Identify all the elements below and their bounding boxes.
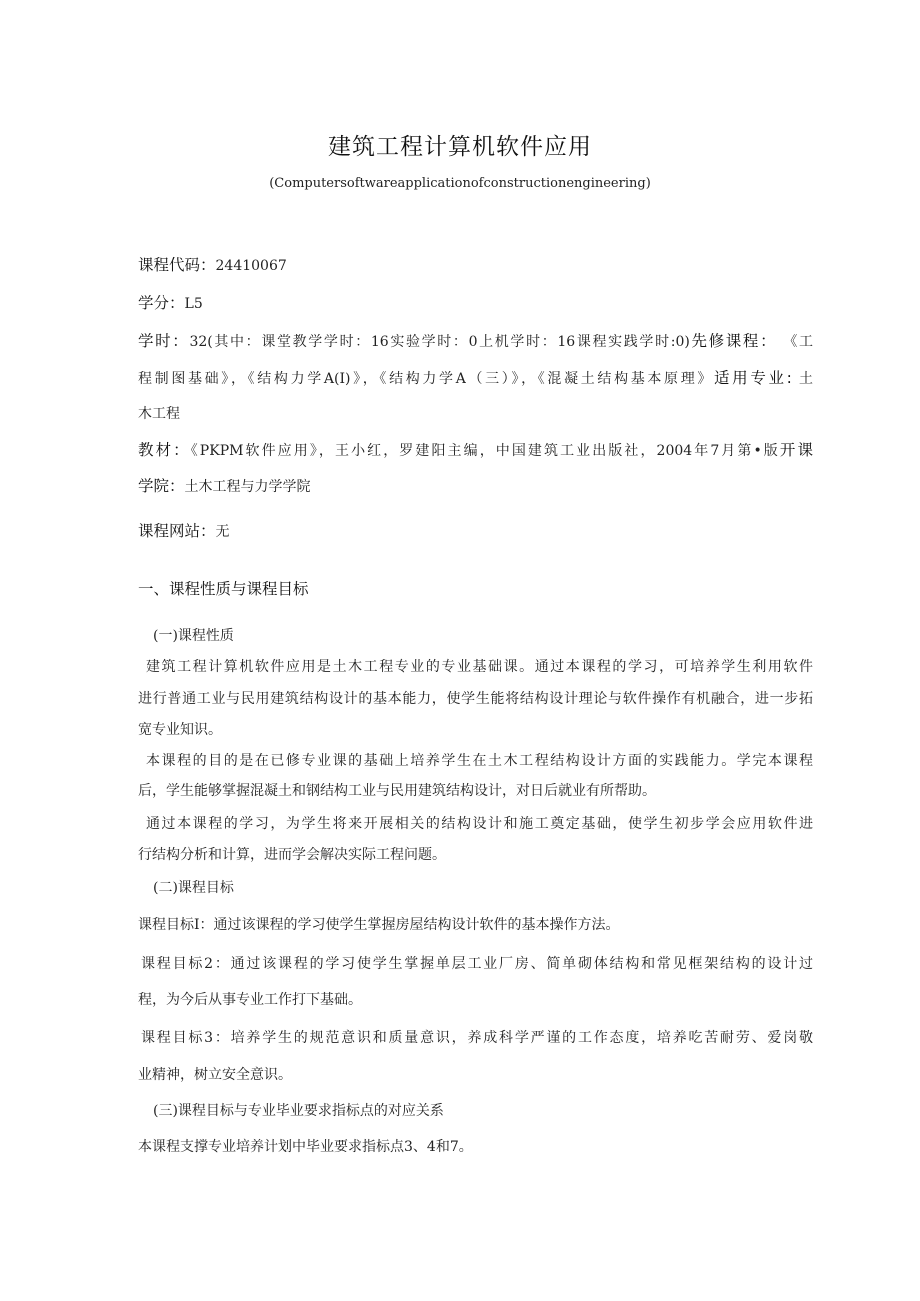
paragraph-line: 建筑工程计算机软件应用是土木工程专业的专业基础课。通过本课程的学习，可培养学生利用软件 [146,659,813,675]
hours-label: 学时： [138,332,190,350]
credit-label: 学分： [138,294,185,312]
college-value: 土木工程与力学学院 [184,479,311,495]
course-code-value: 24410067 [215,258,287,274]
college-label-b: 学院： [138,477,185,495]
paragraph-line: 行结构分析和计算，进而学会解决实际工程问题。 [138,847,446,863]
major-line [138,404,813,424]
major-label: 适用专业: [714,369,792,387]
hours-value: 32(其中：课堂教学学时：16实验学时：0上机学时：16课程实践学时:0) [189,334,690,350]
hours-line [138,331,813,352]
goal-line: 课程目标3：培养学生的规范意识和质量意识，养成科学严谨的工作态度，培养吃苦耐劳、爱岗敬 [141,1030,813,1046]
paragraph-line: 后，学生能够掌握混凝土和钢结构工业与民用建筑结构设计，对日后就业有所帮助。 [138,783,656,799]
paragraph-line: 进行普通工业与民用建筑结构设计的基本能力，使学生能将结构设计理论与软件操作有机融合，进一步拓 [138,691,813,707]
paragraph-line: 通过本课程的学习，为学生将来开展相关的结构设计和施工奠定基础，使学生初步学会应用软件进 [146,816,813,832]
course-code-line [138,255,813,276]
prereq-value: 程制图基础》，《结构力学A(I)》，《结构力学A（三）》，《混凝土结构基本原理》 [138,371,715,387]
textbook-value: 《PKPM软件应用》，王小红，罗建阳主编，中国建筑工业出版社，2004年7月第•版 [190,443,780,459]
textbook-label: 教材： [138,441,191,459]
goal-line: 课程目标2：通过该课程的学习使学生掌握单层工业厂房、简单砌体结构和常见框架结构的设计过 [141,956,813,972]
paragraph-line: 本课程的目的是在已修专业课的基础上培养学生在土木工程结构设计方面的实践能力。学完本课程 [146,753,813,769]
prereq-line [138,368,813,389]
prereq-label: 先修课程： [689,332,778,350]
section-heading: 一、课程性质与课程目标 [138,580,309,598]
paragraph-line: 宽专业知识。 [138,722,222,738]
prereq-line1-tail: 《工 [783,334,813,350]
document-title: 建筑工程计算机软件应用 [328,134,592,160]
document-subtitle: (Computersoftwareapplicationofconstructionengineering) [269,176,651,191]
college-label-a: 开课 [779,441,813,459]
textbook-line [138,440,813,461]
goal-line: 程，为今后从事专业工作打下基础。 [138,992,362,1008]
course-code-label: 课程代码： [138,256,216,274]
major-value: 木工程 [138,406,180,422]
subsection-mapping: (三)课程目标与专业毕业要求指标点的对应关系 [153,1103,444,1119]
subsection-goals: (二)课程目标 [153,880,234,896]
subsection-nature: (一)课程性质 [153,628,234,644]
major-tail: 土 [798,371,813,387]
goal-line: 业精神，树立安全意识。 [138,1067,292,1083]
website-line [138,521,813,542]
paragraph-line: 本课程支撑专业培养计划中毕业要求指标点3、4和7。 [138,1139,473,1155]
website-value: 无 [215,524,230,540]
college-line [138,476,813,497]
goal-line: 课程目标I：通过该课程的学习使学生掌握房屋结构设计软件的基本操作方法。 [138,917,620,933]
credit-line [138,293,813,314]
credit-value: L5 [184,296,203,312]
website-label: 课程网站： [138,522,216,540]
